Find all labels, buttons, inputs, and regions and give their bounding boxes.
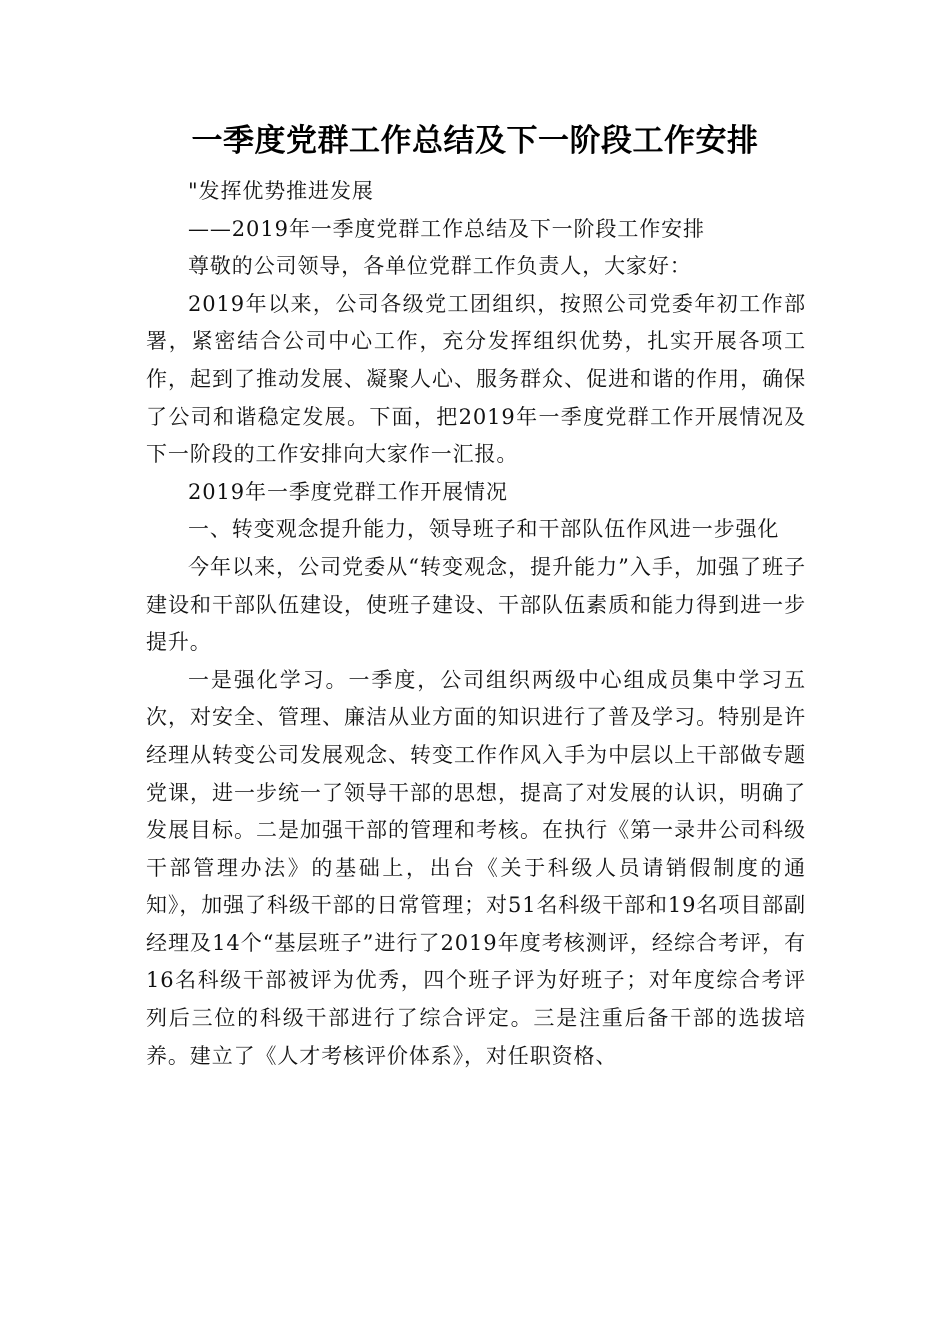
paragraph-subheading: ——2019年一季度党群工作总结及下一阶段工作安排 xyxy=(188,216,705,241)
document-title: 一季度党群工作总结及下一阶段工作安排 xyxy=(191,123,759,159)
paragraph-body: 今年以来，公司党委从“转变观念，提升能力”入手，加强了班子建设和干部队伍建设，使班子建设、干部队伍素质和能力得到进一步提升。 xyxy=(146,554,806,655)
paragraph-subtitle: "发挥优势推进发展 xyxy=(188,179,374,203)
section-item-heading: 一、转变观念提升能力，领导班子和干部队伍作风进一步强化 xyxy=(188,517,780,542)
paragraph-intro: 2019年以来，公司各级党工团组织，按照公司党委年初工作部署，紧密结合公司中心工作，充分发挥组织优势，扎实开展各项工作，起到了推动发展、凝聚人心、服务群众、促进和谐的作用，确保了公司和谐稳定发展。下面，把2019年一季度党群工作开展情况及下一阶段的工作安排向大家作一汇报。 xyxy=(146,291,806,467)
paragraph-greeting: 尊敬的公司领导，各单位党群工作负责人，大家好： xyxy=(188,254,692,279)
document-body xyxy=(146,173,806,1075)
section-heading: 2019年一季度党群工作开展情况 xyxy=(188,479,508,504)
paragraph-body: 一是强化学习。一季度，公司组织两级中心组成员集中学习五次，对安全、管理、廉洁从业方面的知识进行了普及学习。特别是许经理从转变公司发展观念、转变工作作风入手为中层以上干部做专题党课，进一步统一了领导干部的思想，提高了对发展的认识，明确了发展目标。二是加强干部的管理和考核。在执行《第一录井公司科级干部管理办法》的基础上，出台《关于科级人员请销假制度的通知》，加强了科级干部的日常管理；对51名科级干部和19名项目部副经理及14个“基层班子”进行了2019年度考核测评，经综合考评，有16名科级干部被评为优秀，四个班子评为好班子；对年度综合考评列后三位的科级干部进行了综合评定。三是注重后备干部的选拔培养。建立了《人才考核评价体系》，对任职资格、 xyxy=(146,667,806,1068)
